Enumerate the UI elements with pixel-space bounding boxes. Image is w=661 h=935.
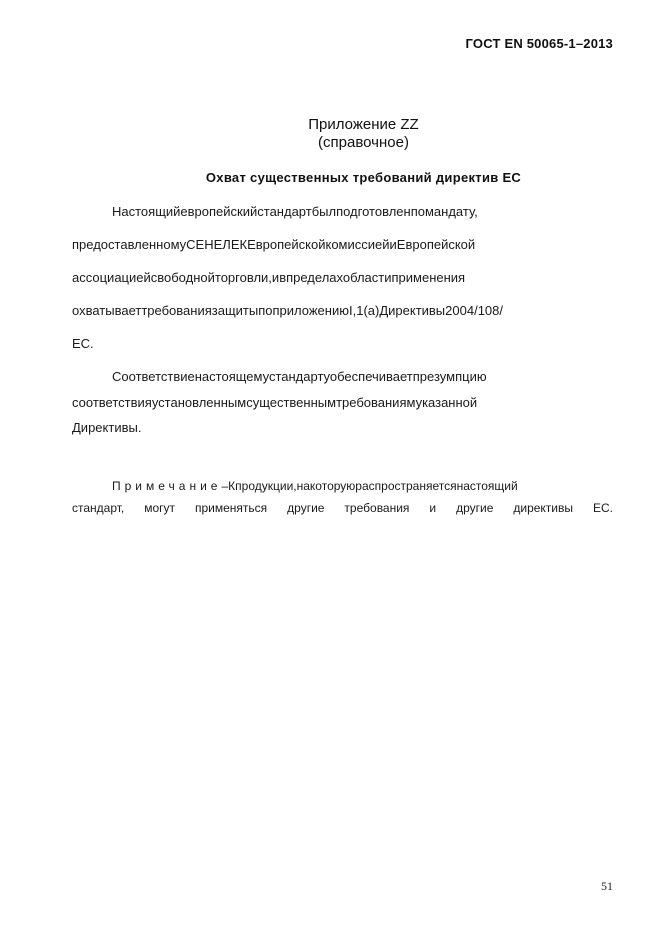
word: и [389,237,397,252]
word: комиссией [325,237,390,252]
word: на [296,479,310,493]
word: и [271,270,280,285]
word: – [221,479,229,493]
word: существенным [246,395,337,410]
word: ассоциацией [72,270,151,285]
word: продукции, [235,479,297,493]
document-page: ГОСТ EN 50065-1–2013 Приложение ZZ (справочное) Охват существенных требований директив ЕС Настоящийевропейскийстандартбылподготовленпомандату, предоставленномуСЕНЕЛЕКЕвропейскойкомиссиейиЕвропейской ассоциациейсвободнойторговли,ивпределахобластиприменения охватываеттребованиязащитыпоприложениюI,1(а)Директивы2004/108/ ЕС. Соответствиенастоящемустандартуобеспечиваетпрезумпцию соответствияустановленнымсущественнымтребованиямуказанной Директивы. Примечание–Кпродукции,накоторуюраспространяетсянастоящий стандарт, могут применяться другие требования и другие директивы ЕС. 51 [0,0,661,935]
word: СЕНЕЛЕК [186,237,248,252]
note-label: Примечание [112,479,222,493]
word: европейский [180,204,258,219]
word: предоставленному [72,237,187,252]
word: торговли, [214,270,272,285]
word: Соответствие [112,369,195,384]
word: охватывает [72,303,142,318]
word: К [228,479,236,493]
word: в [279,270,287,285]
word: настоящий [456,479,518,493]
word: подготовлен [336,204,411,219]
word: соответствия [72,395,152,410]
word: 2004/108/ [445,303,503,318]
word: 1 [356,303,364,318]
word: области [342,270,392,285]
word: Директивы. [72,420,142,435]
word: пределах [286,270,343,285]
word: указанной [415,395,478,410]
word: (а) [363,303,380,318]
page-number: 51 [601,879,613,893]
word: мандату, [424,204,478,219]
word: по [410,204,425,219]
word: I, [348,303,357,318]
word: требования [141,303,212,318]
word: Директивы [379,303,446,318]
word: был [311,204,337,219]
word: стандарт [257,204,312,219]
annex-subtitle: (справочное) [318,134,409,151]
word: применения [391,270,466,285]
document-code: ГОСТ EN 50065-1–2013 [465,36,613,51]
word: свободной [150,270,215,285]
word: по [258,303,273,318]
word: которую [309,479,356,493]
word: приложению [272,303,349,318]
annex-heading: Охват существенных требований директив ЕС [205,170,522,185]
word: защиты [211,303,259,318]
word: требованиям [336,395,416,410]
word: настоящему [194,369,269,384]
word: Европейской [396,237,476,252]
word: Настоящий [112,204,181,219]
word: распространяется [355,479,457,493]
word: стандарту [268,369,330,384]
word: Европейской [247,237,326,252]
word: презумпцию [412,369,487,384]
annex-title: Приложение ZZ [308,116,419,133]
word: ЕС. [72,336,94,351]
word: обеспечивает [329,369,413,384]
annex-title-block [0,116,661,152]
word: установленным [151,395,247,410]
